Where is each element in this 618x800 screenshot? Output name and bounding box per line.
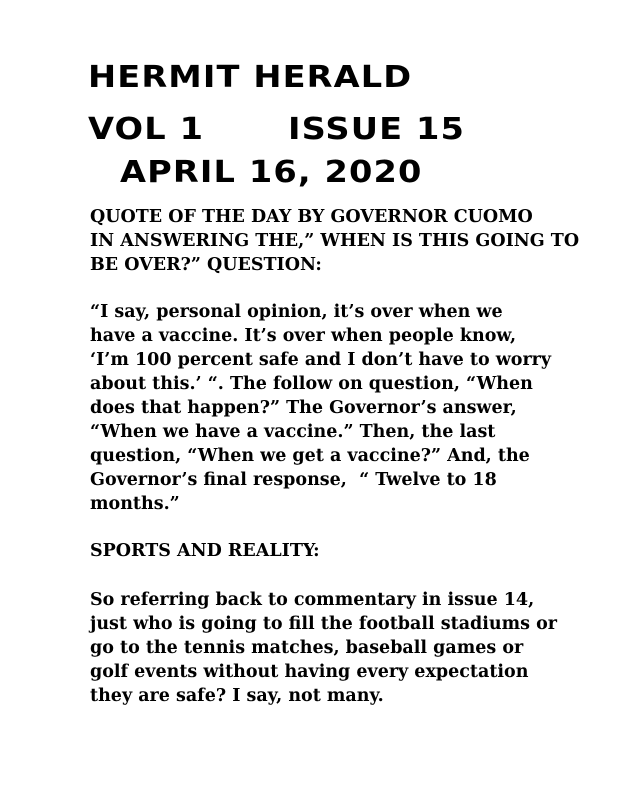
sports-heading: SPORTS AND REALITY: (90, 541, 320, 561)
quote-paragraph (90, 300, 560, 516)
quote-line: does that happen?” The Governor’s answer, (90, 398, 517, 418)
issue-label: ISSUE 15 (288, 112, 466, 147)
quote-heading-line: QUOTE OF THE DAY BY GOVERNOR CUOMO (90, 207, 533, 227)
quote-line: months.” (90, 494, 180, 514)
quote-heading (90, 205, 580, 277)
volume-label: VOL 1 (88, 112, 205, 147)
sports-line: So referring back to commentary in issue 14, (90, 590, 535, 610)
sports-paragraph (90, 588, 560, 708)
quote-heading-line: IN ANSWERING THE,” WHEN IS THIS GOING TO (90, 231, 580, 251)
quote-line: question, “When we get a vaccine?” And, the (90, 446, 530, 466)
sports-line: just who is going to fill the football stadiums or (90, 614, 557, 634)
quote-line: have a vaccine. It’s over when people know, (90, 326, 517, 346)
issue-date: APRIL 16, 2020 (120, 155, 423, 190)
quote-line: ‘I’m 100 percent safe and I don’t have to worry (90, 350, 552, 370)
quote-line: about this.’ “. The follow on question, “When (90, 374, 533, 394)
sports-line: go to the tennis matches, baseball games or (90, 638, 524, 658)
sports-line: golf events without having every expectation (90, 662, 529, 682)
quote-line: Governor’s final response, “ Twelve to 18 (90, 470, 497, 490)
quote-line: “When we have a vaccine.” Then, the last (90, 422, 496, 442)
newsletter-title: HERMIT HERALD (88, 60, 413, 95)
quote-heading-line: BE OVER?” QUESTION: (90, 255, 322, 275)
sports-line: they are safe? I say, not many. (90, 686, 384, 706)
quote-line: “I say, personal opinion, it’s over when we (90, 302, 503, 322)
